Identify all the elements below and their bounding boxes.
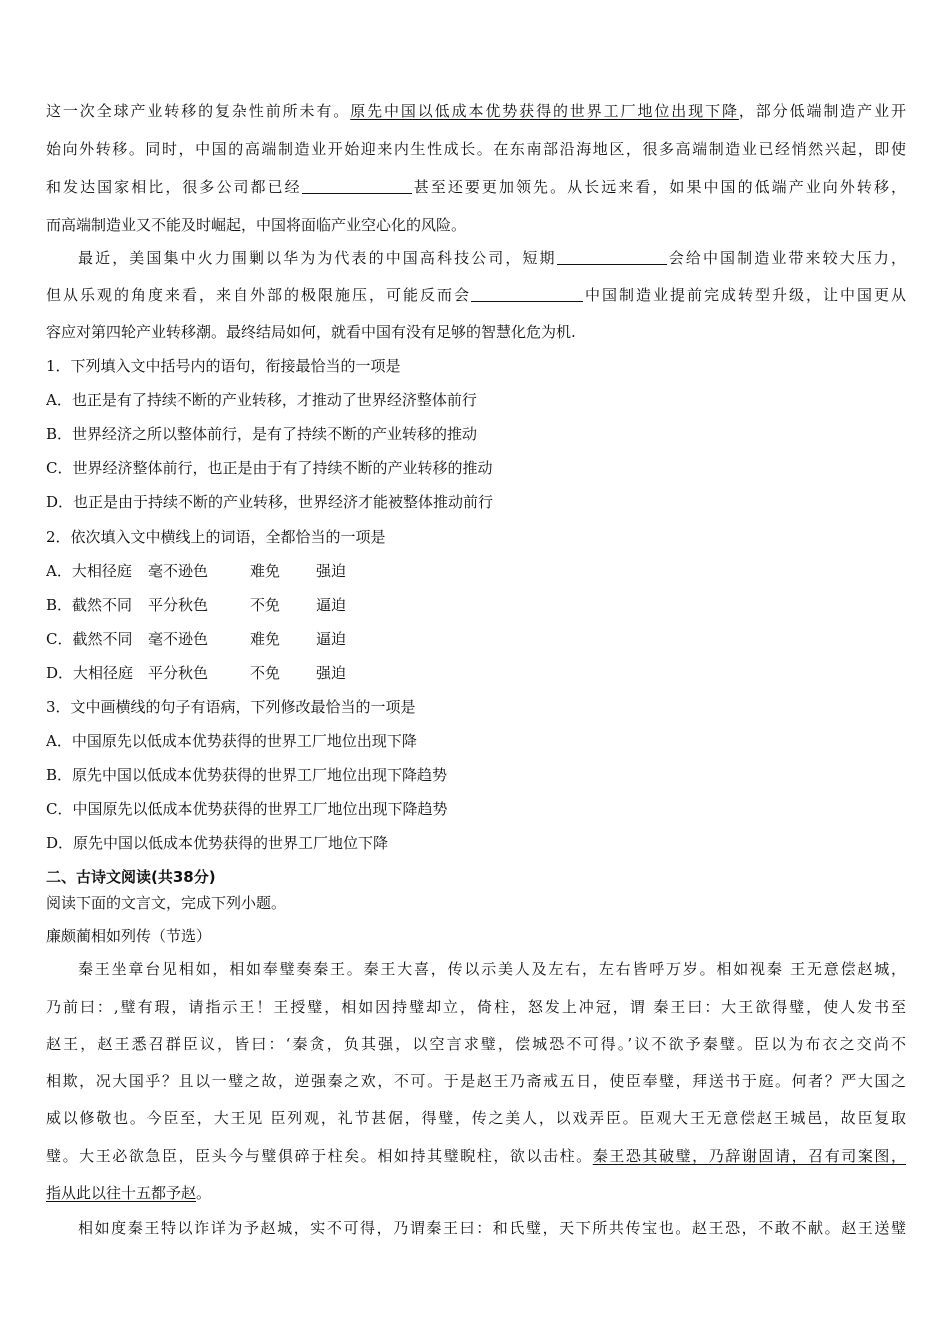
fill-blank-1: [302, 178, 412, 194]
q1-option-a: A．也正是有了持续不断的产业转移，才推动了世界经济整体前行: [46, 391, 477, 409]
q3-option-b: B．原先中国以低成本优势获得的世界工厂地位出现下降趋势: [46, 766, 448, 784]
q1-option-c: C．世界经济整体前行，也正是由于有了持续不断的产业转移的推动: [46, 459, 493, 477]
underlined-classical-sentence-end: 指从此以往十五都予赵: [46, 1184, 197, 1202]
q2-stem: 2．依次填入文中横线上的词语，全都恰当的一项是: [46, 528, 386, 546]
classical-line-8: 相如度秦王特以诈详为予赵城，实不可得，乃谓秦王曰：和氏璧，天下所共传宝也。赵王恐，不敢不献。赵王送璧: [78, 1219, 906, 1237]
passage-line-1: 这一次全球产业转移的复杂性前所未有。原先中国以低成本优势获得的世界工厂地位出现下降，部分低端制造产业开: [46, 102, 906, 120]
passage-line-7: 容应对第四轮产业转移潮。最终结局如何，就看中国有没有足够的智慧化危为机.: [46, 323, 576, 341]
passage-line-2: 始向外转移。同时，中国的高端制造业开始迎来内生性成长。在东南部沿海地区，很多高端制造业已经悄然兴起，即使: [46, 140, 906, 158]
q3-stem: 3．文中画横线的句子有语病，下列修改最恰当的一项是: [46, 698, 416, 716]
q1-option-d: D．也正是由于持续不断的产业转移，世界经济才能被整体推动前行: [46, 493, 494, 511]
classical-line-7: 指从此以往十五都予赵。: [46, 1184, 212, 1202]
passage-line-3: 和发达国家相比，很多公司都已经 甚至还要更加领先。从长远来看，如果中国的低端产业向外转移，: [46, 178, 906, 196]
text-title: 廉颇蔺相如列传（节选）: [46, 927, 212, 945]
passage-line-6: 但从乐观的角度来看，来自外部的极限施压，可能反而会 中国制造业提前完成转型升级，让中国更从: [46, 286, 906, 304]
q2-option-b: B．截然不同 平分秋色 不免 逼迫: [46, 596, 347, 614]
passage-line-4: 而高端制造业又不能及时崛起，中国将面临产业空心化的风险。: [46, 216, 467, 234]
classical-line-5: 威以修敬也。今臣至，大王见 臣列观，礼节甚倨，得璧，传之美人，以戏弄臣。臣观大王无意偿赵王城邑，故臣复取: [46, 1109, 906, 1127]
underlined-sentence: 原先中国以低成本优势获得的世界工厂地位出现下降: [350, 102, 739, 120]
fill-blank-2: [557, 249, 667, 265]
classical-line-4: 相欺，况大国乎？且以一璧之故，逆强秦之欢，不可。于是赵王乃斋戒五日，使臣奉璧，拜送书于庭。何者？严大国之: [46, 1072, 906, 1090]
q3-option-c: C．中国原先以低成本优势获得的世界工厂地位出现下降趋势: [46, 800, 448, 818]
fill-blank-3: [471, 286, 583, 302]
q2-option-a: A．大相径庭 毫不逊色 难免 强迫: [46, 562, 347, 580]
q1-option-b: B．世界经济之所以整体前行，是有了持续不断的产业转移的推动: [46, 425, 478, 443]
passage-line-5: 最近，美国集中火力围剿以华为为代表的中国高科技公司，短期 会给中国制造业带来较大压力，: [78, 249, 906, 267]
underlined-classical-sentence: 秦王恐其破璧，乃辞谢固请，召有司案图，: [592, 1147, 906, 1165]
section-heading: 二、古诗文阅读(共38分): [46, 868, 216, 886]
classical-line-3: 赵王，赵王悉召群臣议，皆曰：‘秦贪，负其强，以空言求璧，偿城恐不可得。’议不欲予秦璧。臣以为布衣之交尚不: [46, 1035, 906, 1053]
section-instruction: 阅读下面的文言文，完成下列小题。: [46, 894, 287, 912]
q1-stem: 1．下列填入文中括号内的语句，衔接最恰当的一项是: [46, 357, 401, 375]
q3-option-d: D．原先中国以低成本优势获得的世界工厂地位下降: [46, 834, 389, 852]
q2-option-c: C．截然不同 毫不逊色 难免 逼迫: [46, 630, 347, 648]
classical-line-6: 璧。大王必欲急臣，臣头今与璧俱碎于柱矣。相如持其璧睨柱，欲以击柱。秦王恐其破璧，乃辞谢固请，召有司案图，: [46, 1147, 906, 1165]
classical-line-2: 乃前曰：,璧有瑕，请指示王！王授璧，相如因持璧却立，倚柱，怒发上冲冠，谓 秦王曰：大王欲得璧，使人发书至: [46, 998, 906, 1016]
q3-option-a: A．中国原先以低成本优势获得的世界工厂地位出现下降: [46, 732, 417, 750]
q2-option-d: D．大相径庭 平分秋色 不免 强迫: [46, 664, 347, 682]
classical-line-1: 秦王坐章台见相如，相如奉璧奏秦王。秦王大喜，传以示美人及左右，左右皆呼万岁。相如视秦 王无意偿赵城，: [78, 960, 906, 978]
